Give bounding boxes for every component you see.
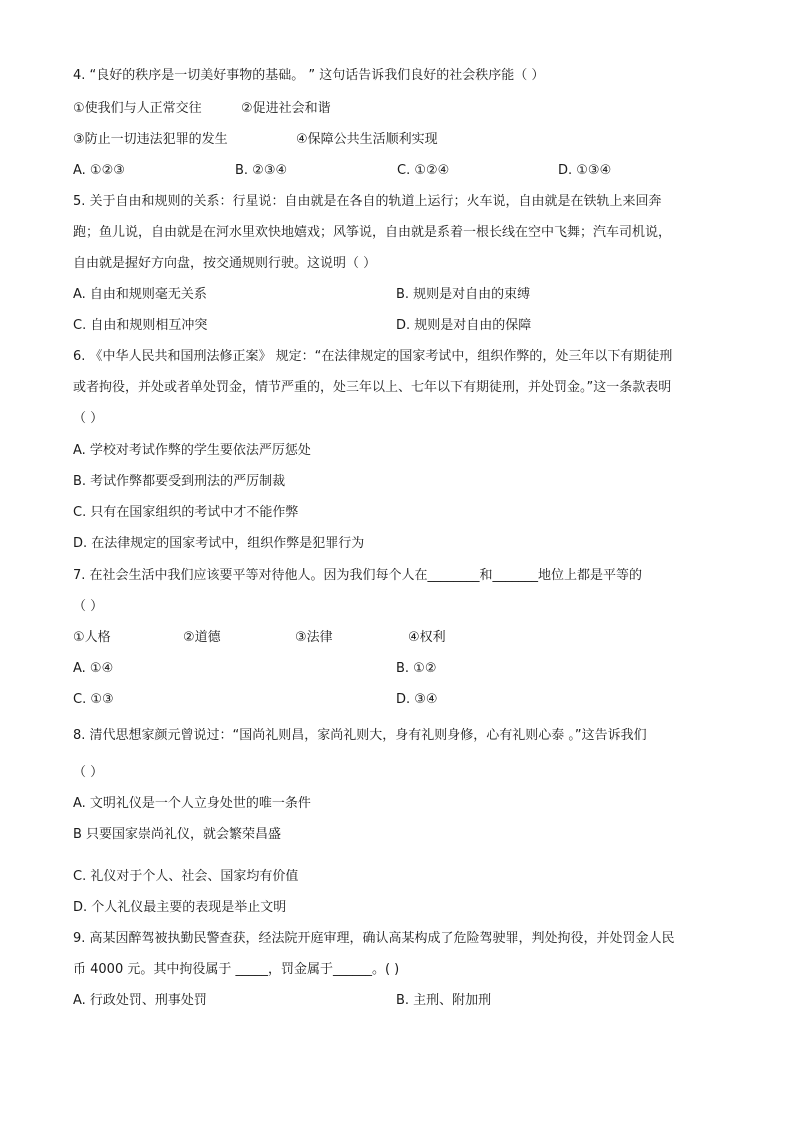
q7-item-1: ①人格 [73, 630, 111, 645]
q5-choice-a: A. 自由和规则毫无关系 [73, 287, 207, 302]
q4-choice-d: D. ①③④ [558, 163, 612, 178]
q4-choice-b: B. ②③④ [235, 163, 288, 178]
q8-choice-b: B 只要国家崇尚礼仪，就会繁荣昌盛 [73, 827, 282, 842]
q7-choice-b: B. ①② [396, 661, 437, 676]
q7-stem-line1: 7. 在社会生活中我们应该要平等对待他人。因为我们每个人在________和_______地位上都是平等的 [73, 568, 643, 583]
q4-stem: 4. “良好的秩序是一切美好事物的基础。 ” 这句话告诉我们良好的社会秩序能（ ） [73, 68, 545, 83]
q8-choice-d: D. 个人礼仪最主要的表现是举止文明 [73, 900, 287, 915]
q4-options-row2 [73, 131, 723, 149]
q4-option-1: ①使我们与人正常交往 [73, 101, 202, 116]
q5-stem-line1: 5. 关于自由和规则的关系：行星说：自由就是在各自的轨道上运行；火车说，自由就是在铁轨上来回奔 [73, 194, 662, 209]
q6-stem-line2: 或者拘役，并处或者单处罚金，情节严重的，处三年以上、七年以下有期徒刑，并处罚金。”这一条款表明 [73, 380, 672, 395]
q9-choice-a: A. 行政处罚、刑事处罚 [73, 993, 207, 1008]
q9-choice-b: B. 主刑、附加刑 [396, 993, 492, 1008]
q4-option-4: ④保障公共生活顺利实现 [296, 132, 438, 147]
q6-choice-a: A. 学校对考试作弊的学生要依法严厉惩处 [73, 443, 311, 458]
q4-options-row1 [73, 100, 723, 118]
q6-stem-line3: （ ） [73, 411, 104, 426]
q7-stem-line2: （ ） [73, 599, 104, 614]
q4-option-3: ③防止一切违法犯罪的发生 [73, 132, 228, 147]
q7-choice-a: A. ①④ [73, 661, 114, 676]
q8-choice-c: C. 礼仪对于个人、社会、国家均有价值 [73, 869, 299, 884]
q7-item-2: ②道德 [183, 630, 221, 645]
q5-choice-b: B. 规则是对自由的束缚 [396, 287, 531, 302]
q5-stem-line3: 自由就是握好方向盘，按交通规则行驶。这说明（ ） [73, 256, 377, 271]
q6-choice-c: C. 只有在国家组织的考试中才不能作弊 [73, 505, 299, 520]
q6-choice-d: D. 在法律规定的国家考试中，组织作弊是犯罪行为 [73, 536, 365, 551]
q9-stem-line1: 9. 高某因醉驾被执勤民警查获，经法院开庭审理，确认高某构成了危险驾驶罪，判处拘役，并处罚金人民 [73, 931, 675, 946]
q4-choice-a: A. ①②③ [73, 163, 125, 178]
q5-stem-line2: 跑；鱼儿说，自由就是在河水里欢快地嬉戏；风筝说，自由就是系着一根长线在空中飞舞；汽车司机说， [73, 225, 672, 240]
q7-choice-d: D. ③④ [396, 692, 438, 707]
q5-choice-c: C. 自由和规则相互冲突 [73, 318, 208, 333]
q4-option-2: ②促进社会和谐 [241, 101, 331, 116]
q9-stem-line2: 币 4000 元。其中拘役属于 _____，罚金属于______。( ) [73, 962, 400, 977]
q8-choice-a: A. 文明礼仪是一个人立身处世的唯一条件 [73, 796, 311, 811]
q5-choice-d: D. 规则是对自由的保障 [396, 318, 532, 333]
q7-choice-c: C. ①③ [73, 692, 114, 707]
q7-item-3: ③法律 [295, 630, 333, 645]
q6-choice-b: B. 考试作弊都要受到刑法的严厉制裁 [73, 474, 286, 489]
q6-stem-line1: 6. 《中华人民共和国刑法修正案》 规定：“在法律规定的国家考试中，组织作弊的，处三年以下有期徒刑 [73, 349, 673, 364]
q7-item-4: ④权利 [408, 630, 446, 645]
q4-choice-c: C. ①②④ [397, 163, 450, 178]
q7-items [73, 629, 723, 647]
q4-choices [73, 162, 723, 180]
q8-stem-line1: 8. 清代思想家颜元曾说过：“国尚礼则昌，家尚礼则大，身有礼则身修，心有礼则心泰 。”这告诉我们 [73, 728, 647, 743]
q8-stem-line2: （ ） [73, 765, 104, 780]
